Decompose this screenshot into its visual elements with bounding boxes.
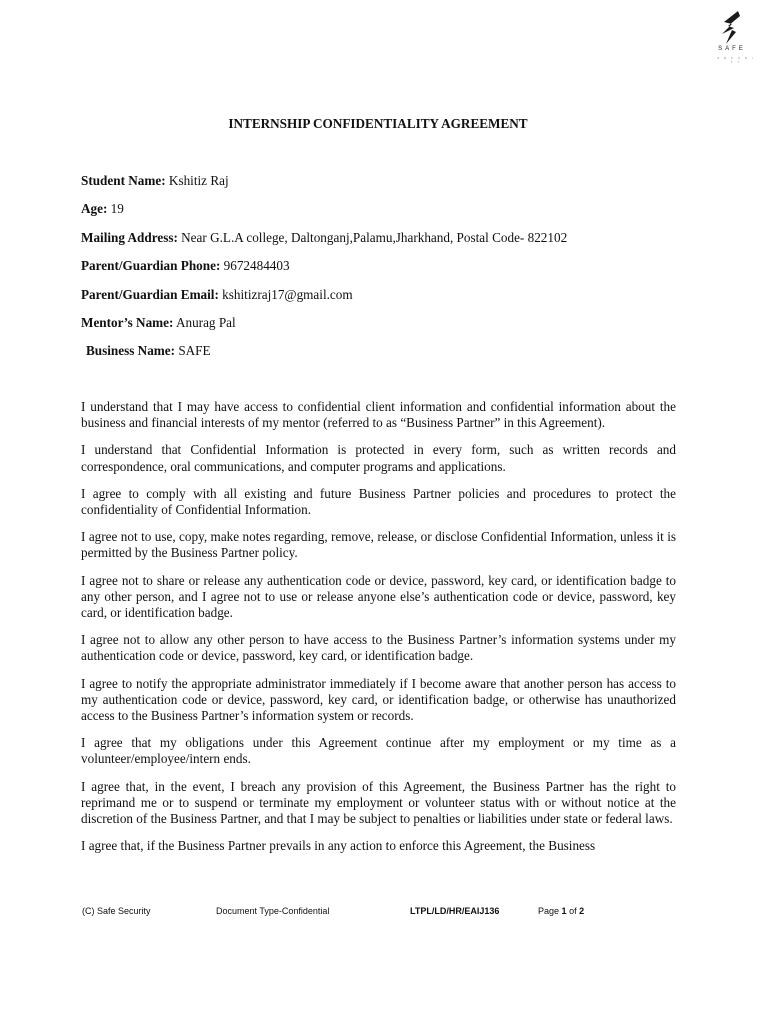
mentor-name-row	[81, 314, 701, 342]
agreement-paragraph: I understand that Confidential Information is protected in every form, such as written records and correspondence, oral communications, and computer programs and applications.	[81, 442, 676, 474]
age-value: 19	[110, 201, 124, 217]
guardian-phone-label: Parent/Guardian Phone:	[81, 258, 221, 274]
business-name-label: Business Name:	[86, 343, 176, 359]
age-row	[81, 200, 701, 228]
safe-logo-icon	[718, 10, 744, 46]
business-name-row	[81, 342, 701, 370]
mentor-name-value: Anurag Pal	[175, 314, 236, 330]
page-footer	[0, 906, 770, 920]
logo-text: SAFE	[718, 46, 746, 52]
agreement-body	[81, 399, 676, 865]
page-of: of	[569, 906, 577, 916]
footer-page-number	[538, 906, 584, 916]
guardian-email-label: Parent/Guardian Email:	[81, 286, 219, 302]
agreement-paragraph: I agree to comply with all existing and future Business Partner policies and procedures to protect the confidentiality of Confidential Information.	[81, 485, 676, 518]
student-name-value: Kshitiz Raj	[168, 173, 229, 188]
agreement-paragraph: I agree that, if the Business Partner prevails in any action to enforce this Agreement, the Business	[81, 838, 596, 854]
document-title: INTERNSHIP CONFIDENTIALITY AGREEMENT	[228, 116, 528, 131]
page-prefix: Page	[538, 906, 560, 916]
agreement-paragraph: I agree to notify the appropriate administrator immediately if I become aware that another person has access to my authentication code or device, password, key card, or identification badge, or otherwise has unauthorized access to the Business Partner’s information system or records.	[81, 675, 676, 724]
footer-copyright: (C) Safe Security	[82, 906, 151, 916]
student-details	[81, 172, 701, 371]
agreement-paragraph: I agree that, in the event, I breach any provision of this Agreement, the Business Partner has the right to reprimand me or to suspend or terminate my employment or volunteer status with or without notice at the discretion of the Business Partner, and that I may be subject to penalties or liabilities under state or federal laws.	[81, 778, 676, 827]
agreement-paragraph: I understand that I may have access to confidential client information and confidential information about the business and financial interests of my mentor (referred to as “Business Partner” in this Agreement).	[81, 399, 676, 431]
page-total: 2	[579, 906, 585, 916]
business-name-value: SAFE	[178, 343, 211, 359]
age-label: Age:	[81, 201, 108, 217]
student-name-label: Student Name:	[81, 173, 166, 188]
guardian-phone-value: 9672484403	[223, 258, 290, 274]
logo-subtext: S E C U R I T Y	[717, 56, 755, 64]
guardian-email-row	[81, 286, 701, 314]
agreement-paragraph: I agree not to share or release any authentication code or device, password, key card, or identification badge to any other person, and I agree not to use or release anyone else’s authentication code or device, password, key card, or identification badge.	[81, 572, 676, 621]
student-name-row	[81, 172, 701, 200]
page-current: 1	[561, 906, 567, 916]
agreement-paragraph: I agree not to use, copy, make notes regarding, remove, release, or disclose Confidential Information, unless it is permitted by the Business Partner policy.	[81, 529, 676, 561]
mailing-address-row	[81, 229, 701, 257]
mailing-address-label: Mailing Address:	[81, 229, 178, 245]
agreement-paragraph: I agree that my obligations under this Agreement continue after my employment or my time as a volunteer/employee/intern ends.	[81, 735, 676, 767]
safe-logo	[712, 10, 755, 64]
mailing-address-value: Near G.L.A college, Daltonganj,Palamu,Jharkhand, Postal Code- 822102	[181, 229, 568, 245]
agreement-paragraph: I agree not to allow any other person to have access to the Business Partner’s information systems under my authentication code or device, password, key card, or identification badge.	[81, 632, 676, 664]
footer-doc-code: LTPL/LD/HR/EAIJ136	[410, 906, 500, 916]
guardian-phone-row	[81, 257, 701, 285]
footer-doc-type: Document Type-Confidential	[216, 906, 330, 916]
mentor-name-label: Mentor’s Name:	[81, 314, 174, 330]
guardian-email-value: kshitizraj17@gmail.com	[222, 286, 353, 302]
